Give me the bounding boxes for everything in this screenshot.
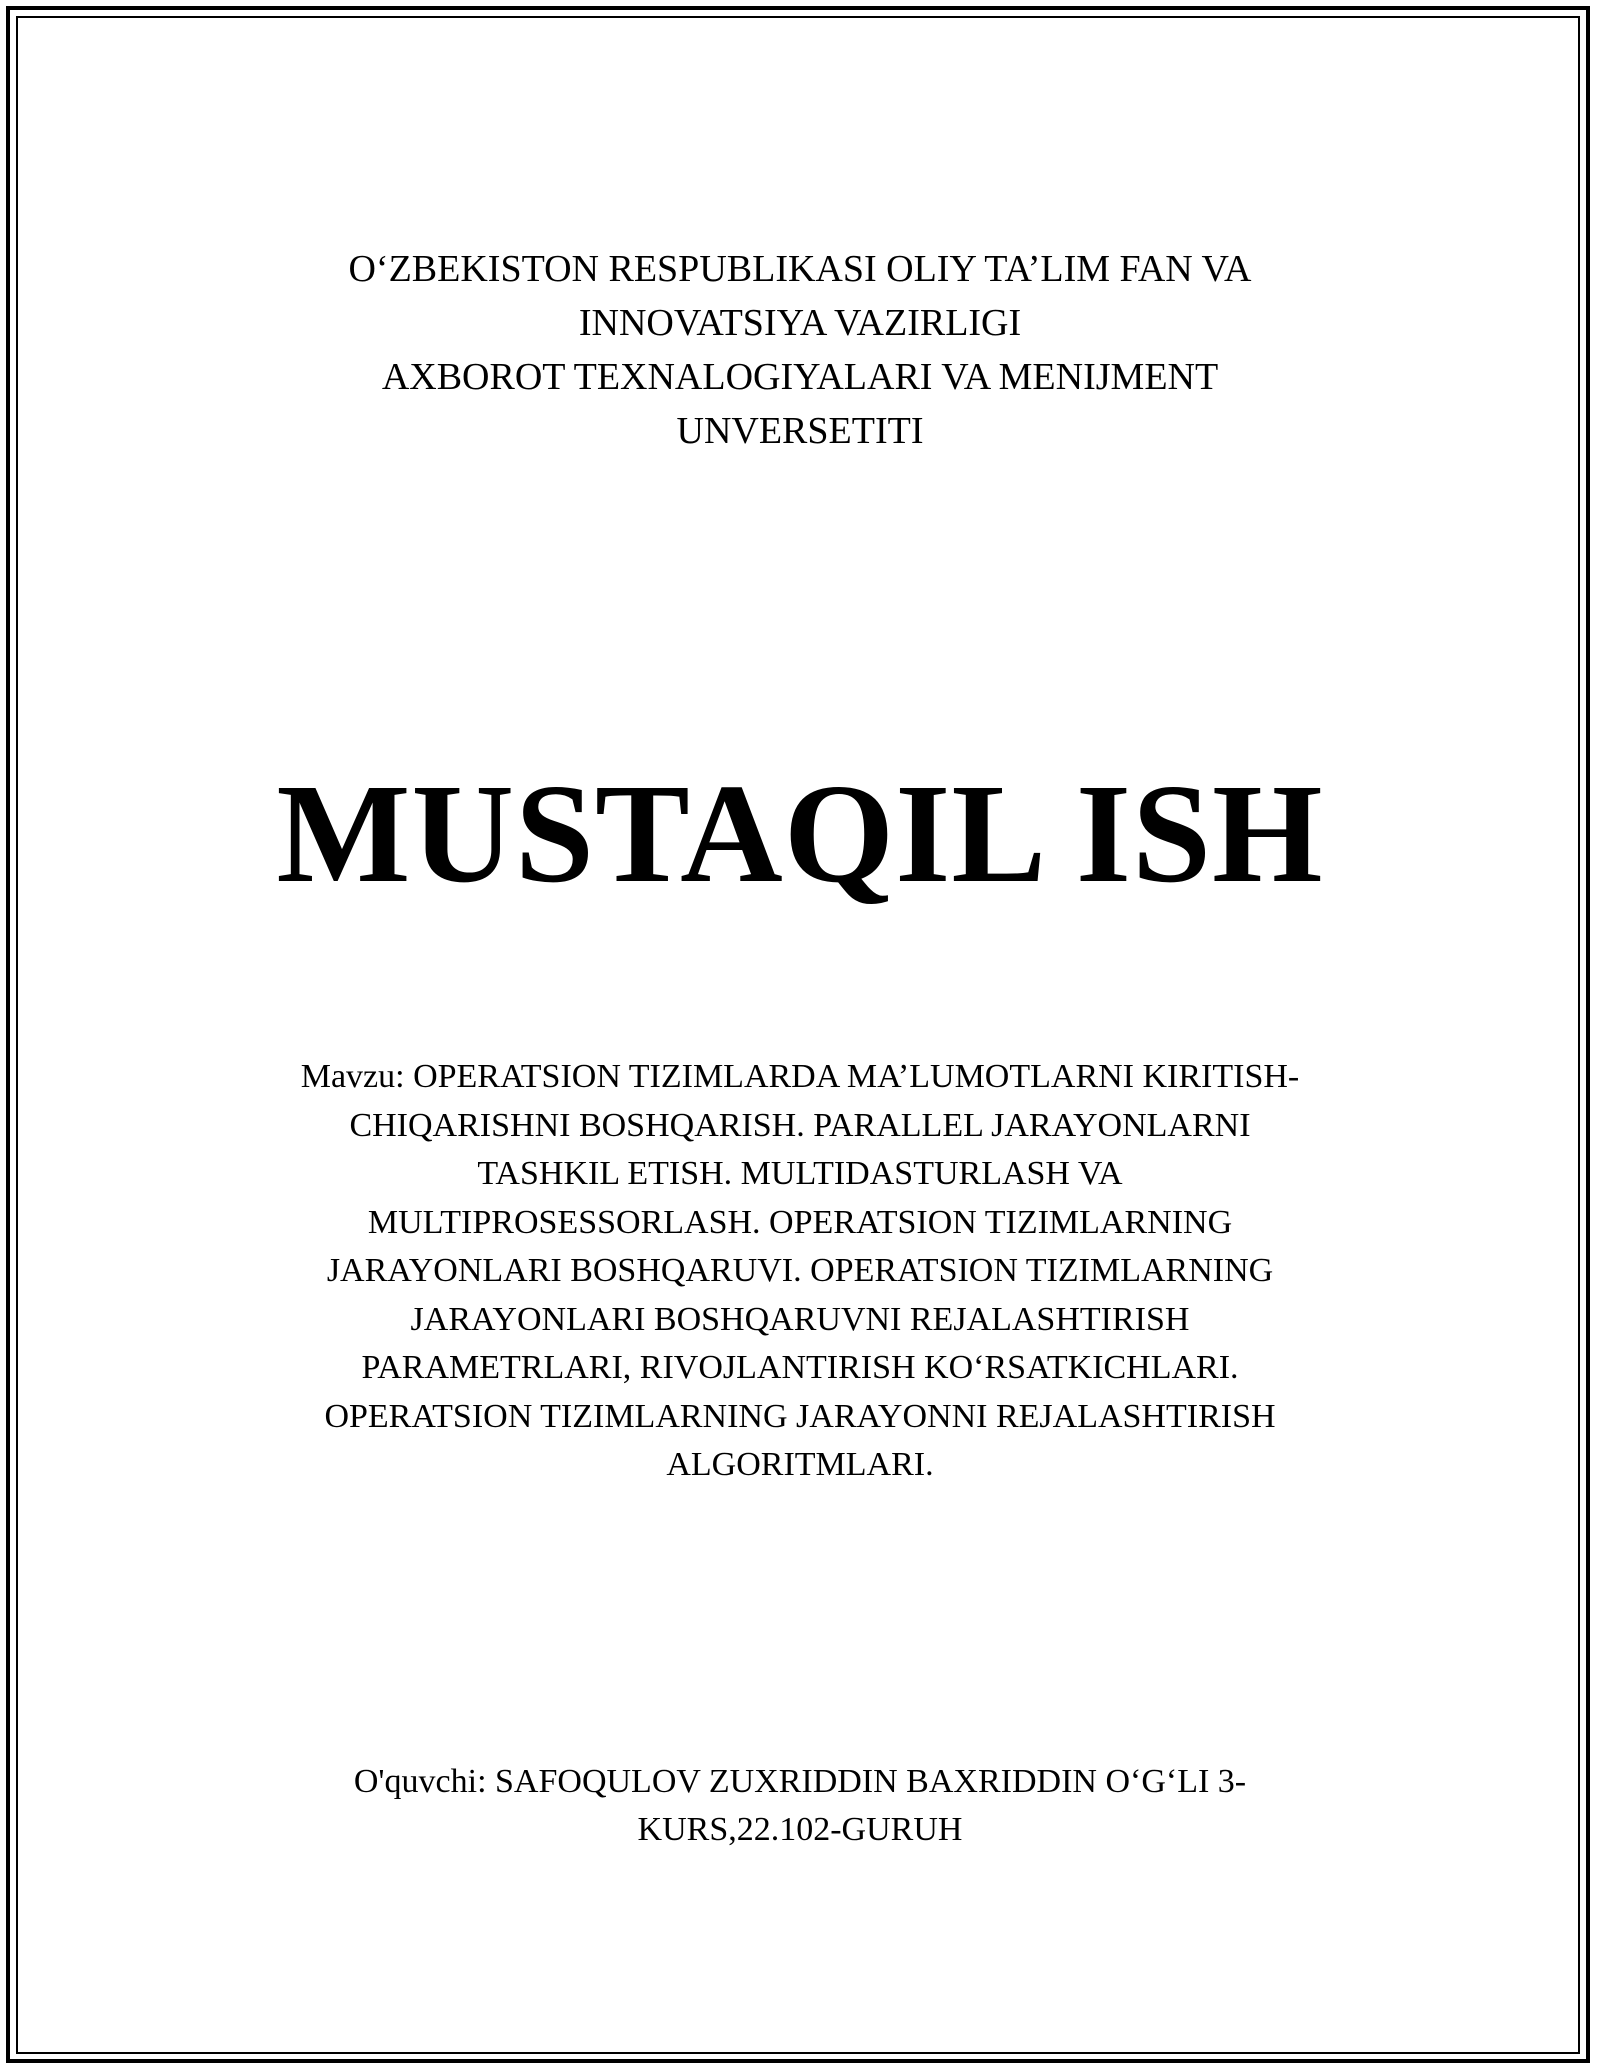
topic-block <box>200 1053 1400 1490</box>
document-title: MUSTAQIL ISH <box>276 754 1324 912</box>
topic-line: JARAYONLARI BOSHQARUVI. OPERATSION TIZIMLARNING <box>326 1252 1274 1289</box>
topic-line: Mavzu: OPERATSION TIZIMLARDA MA’LUMOTLARNI KIRITISH- <box>300 1058 1300 1095</box>
header-line: UNVERSETITI <box>676 410 924 452</box>
topic-line: TASHKIL ETISH. MULTIDASTURLASH VA <box>477 1155 1123 1192</box>
student-info <box>200 1758 1400 1854</box>
header-line: INNOVATSIYA VAZIRLIGI <box>578 302 1022 344</box>
topic-line: OPERATSION TIZIMLARNING JARAYONNI REJALASHTIRISH <box>324 1397 1276 1435</box>
topic-line: ALGORITMLARI. <box>666 1446 934 1483</box>
topic-line: CHIQARISHNI BOSHQARISH. PARALLEL JARAYONLARNI <box>349 1106 1251 1144</box>
header-line: O‘ZBEKISTON RESPUBLIKASI OLIY TA’LIM FAN VA <box>348 248 1252 290</box>
student-line: O'quvchi: SAFOQULOV ZUXRIDDIN BAXRIDDIN O‘G‘LI 3- <box>353 1763 1247 1800</box>
institution-header <box>160 242 1440 458</box>
topic-line: PARAMETRLARI, RIVOJLANTIRISH KO‘RSATKICHLARI. <box>361 1349 1239 1386</box>
topic-line: MULTIPROSESSORLASH. OPERATSION TIZIMLARNING <box>367 1203 1233 1241</box>
student-line: KURS,22.102-GURUH <box>637 1811 963 1848</box>
topic-line: JARAYONLARI BOSHQARUVNI REJALASHTIRISH <box>410 1300 1190 1338</box>
header-line: AXBOROT TEXNALOGIYALARI VA MENIJMENT <box>381 356 1219 398</box>
